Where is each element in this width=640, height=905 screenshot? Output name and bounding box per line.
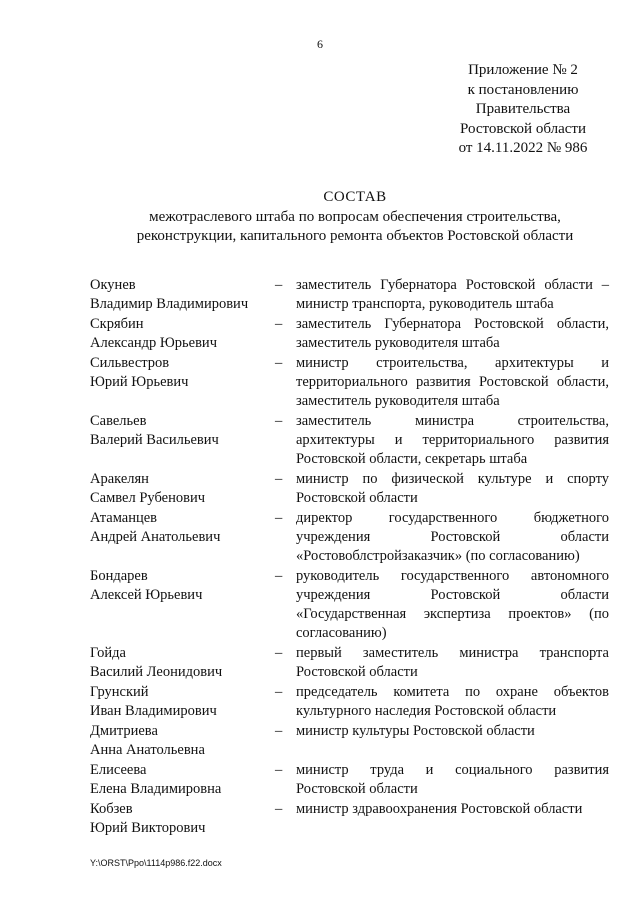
member-row (90, 470, 610, 508)
member-name (90, 722, 275, 760)
member-row (90, 644, 610, 682)
member-given-names: Алексей Юрьевич (90, 587, 203, 603)
member-surname: Дмитриева (90, 723, 158, 739)
member-surname: Сильвестров (90, 355, 170, 371)
member-row (90, 354, 610, 411)
file-path-footer: Y:\ORST\Ppo\1114p986.f22.docx (90, 858, 222, 868)
member-position: министр культуры Ростовской области (296, 723, 535, 739)
member-dash: – (275, 316, 283, 332)
member-name (90, 683, 275, 721)
member-position: заместитель Губернатора Ростовской области, заместитель руководителя штаба (296, 316, 609, 351)
member-surname: Елисеева (90, 762, 147, 778)
member-row (90, 567, 610, 643)
member-surname: Скрябин (90, 316, 144, 332)
member-name (90, 276, 275, 314)
appendix-region: Ростовской области (460, 120, 586, 137)
member-dash: – (275, 684, 283, 700)
document-title (0, 188, 640, 246)
member-dash: – (275, 762, 283, 778)
member-row (90, 412, 610, 469)
member-dash: – (275, 277, 283, 293)
appendix-label: Приложение № 2 (468, 62, 578, 78)
member-name (90, 509, 275, 566)
member-row (90, 761, 610, 799)
member-dash: – (275, 645, 283, 661)
member-given-names: Валерий Васильевич (90, 432, 219, 448)
member-row (90, 315, 610, 353)
appendix-header (448, 61, 598, 159)
member-given-names: Александр Юрьевич (90, 335, 217, 351)
member-surname: Окунев (90, 277, 136, 293)
member-surname: Грунский (90, 684, 149, 700)
member-row (90, 800, 610, 838)
member-name (90, 315, 275, 353)
member-position: заместитель Губернатора Ростовской области – министр транспорта, руководитель штаба (296, 277, 609, 312)
members-list (90, 276, 610, 839)
member-dash: – (275, 413, 283, 429)
member-given-names: Елена Владимировна (90, 781, 222, 797)
page-number: 6 (317, 37, 323, 51)
title-subtitle-line-1: межотраслевого штаба по вопросам обеспечения строительства, (149, 209, 561, 225)
member-surname: Аракелян (90, 471, 149, 487)
member-position: заместитель министра строительства, архитектуры и территориального развития Ростовской области, секретарь штаба (296, 413, 609, 467)
member-name (90, 412, 275, 469)
member-surname: Савельев (90, 413, 147, 429)
member-given-names: Иван Владимирович (90, 703, 217, 719)
member-dash: – (275, 355, 283, 371)
member-row (90, 722, 610, 760)
member-position: первый заместитель министра транспорта Ростовской области (296, 645, 609, 680)
member-name (90, 761, 275, 799)
member-name (90, 470, 275, 508)
member-position: министр по физической культуре и спорту Ростовской области (296, 471, 609, 506)
member-position: директор государственного бюджетного учреждения Ростовской области «Ростовоблстройзаказчик» (по согласованию) (296, 510, 609, 564)
appendix-government: Правительства (475, 101, 571, 117)
member-surname: Бондарев (90, 568, 148, 584)
title-heading: СОСТАВ (323, 189, 387, 205)
member-name (90, 354, 275, 411)
member-given-names: Владимир Владимирович (90, 296, 249, 312)
member-name (90, 567, 275, 643)
member-dash: – (275, 471, 283, 487)
member-row (90, 683, 610, 721)
member-given-names: Василий Леонидович (90, 664, 223, 680)
member-dash: – (275, 723, 283, 739)
member-surname: Атаманцев (90, 510, 158, 526)
member-row (90, 509, 610, 566)
member-surname: Гойда (90, 645, 126, 661)
member-dash: – (275, 568, 283, 584)
member-surname: Кобзев (90, 801, 133, 817)
member-given-names: Юрий Викторович (90, 820, 206, 836)
member-position: министр строительства, архитектуры и территориального развития Ростовской области, заместитель руководителя штаба (296, 355, 609, 409)
member-given-names: Самвел Рубенович (90, 490, 205, 506)
member-dash: – (275, 801, 283, 817)
title-subtitle-line-2: реконструкции, капитального ремонта объектов Ростовской области (136, 228, 574, 244)
appendix-date-number: от 14.11.2022 № 986 (458, 140, 588, 156)
appendix-to-resolution: к постановлению (467, 81, 579, 98)
member-given-names: Андрей Анатольевич (90, 529, 221, 545)
member-position: руководитель государственного автономного учреждения Ростовской области «Государственная экспертиза проектов» (по согласованию) (296, 568, 609, 641)
member-given-names: Юрий Юрьевич (90, 374, 189, 390)
member-position: министр труда и социального развития Ростовской области (296, 762, 609, 797)
member-position: председатель комитета по охране объектов культурного наследия Ростовской области (296, 684, 609, 719)
member-given-names: Анна Анатольевна (90, 742, 205, 758)
member-dash: – (275, 510, 283, 526)
member-row (90, 276, 610, 314)
member-position: министр здравоохранения Ростовской области (296, 801, 583, 817)
member-name (90, 800, 275, 838)
member-name (90, 644, 275, 682)
